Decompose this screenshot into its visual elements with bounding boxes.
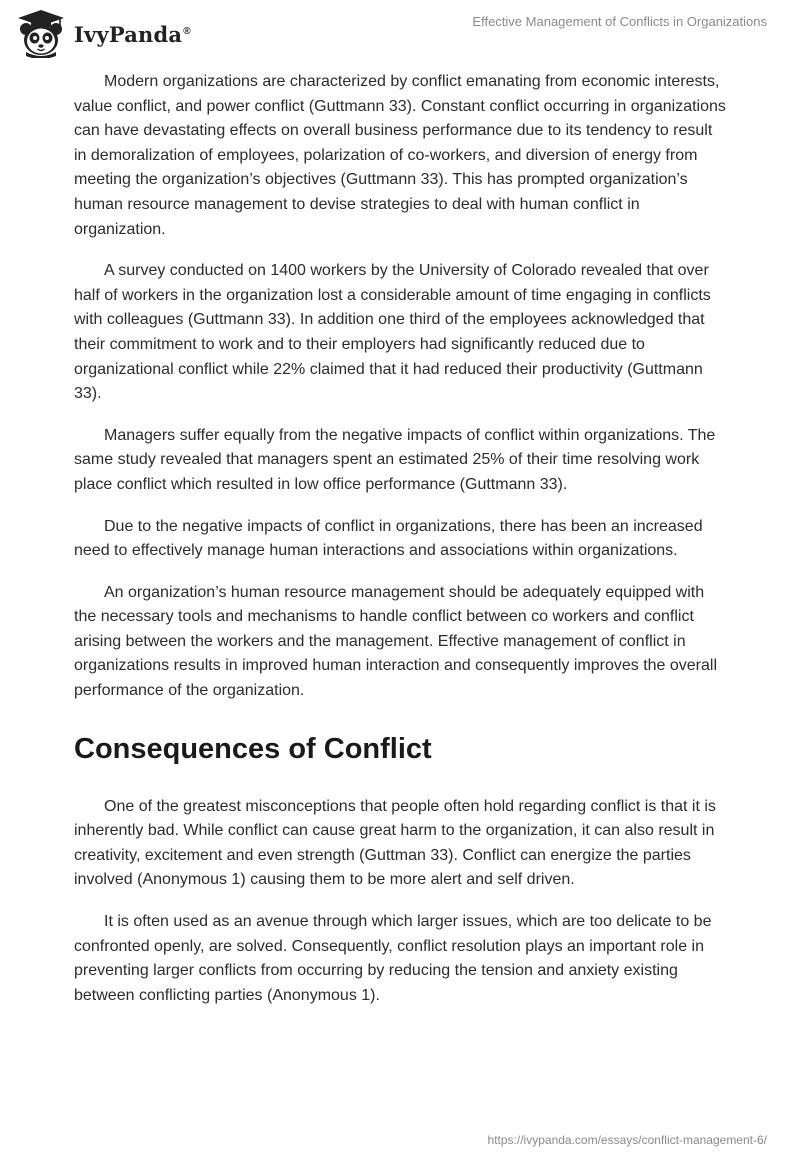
brand-name: IvyPanda® xyxy=(74,21,191,47)
page-header xyxy=(0,0,800,64)
source-url[interactable]: https://ivypanda.com/essays/conflict-management-6/ xyxy=(487,1133,767,1147)
paragraph: It is often used as an avenue through which larger issues, which are too delicate to be confronted openly, are solved. Consequently, conflict resolution plays an important role in preventing larger conflicts from occurring by reducing the tension and anxiety existing between conflicting parties (Anonymous 1). xyxy=(74,913,712,1004)
brand-logo[interactable] xyxy=(14,8,191,58)
essay-content xyxy=(74,70,726,1025)
paragraph: Modern organizations are characterized by conflict emanating from economic interests, value conflict, and power conflict (Guttmann 33). Constant conflict occurring in organizations can have devastating effects on overall business performance due to its tendency to result in demoralization of employees, polarization of co-workers, and diversion of energy from meeting the organization’s objectives (Guttmann 33). This has prompted organization’s human resource management to devise strategies to deal with human conflict in organization. xyxy=(74,73,726,238)
paragraph: Due to the negative impacts of conflict in organizations, there has been an increased need to effectively manage human interactions and associations within organizations. xyxy=(74,517,703,560)
document-title: Effective Management of Conflicts in Organizations xyxy=(472,14,767,29)
paragraph: A survey conducted on 1400 workers by the University of Colorado revealed that over half of workers in the organization lost a considerable amount of time engaging in conflicts with colleagues (Guttmann 33). In addition one third of the employees acknowledged that their commitment to work and to their employers had significantly reduced due to organizational conflict while 22% claimed that it had reduced their productivity (Guttmann 33). xyxy=(74,262,711,403)
panda-graduate-icon xyxy=(14,8,68,58)
paragraph: Managers suffer equally from the negative impacts of conflict within organizations. The same study revealed that managers spent an estimated 25% of their time resolving work place conflict which resulted in low office performance (Guttmann 33). xyxy=(74,426,716,493)
section-heading: Consequences of Conflict xyxy=(74,732,432,765)
paragraph: An organization’s human resource management should be adequately equipped with the necessary tools and mechanisms to handle conflict between co workers and conflict arising between the workers and the management. Effective management of conflict in organizations results in improved human interaction and consequently improves the overall performance of the organization. xyxy=(74,583,718,700)
paragraph: One of the greatest misconceptions that people often hold regarding conflict is that it is inherently bad. While conflict can cause great harm to the organization, it can also result in creativity, excitement and even strength (Guttman 33). Conflict can energize the parties involved (Anonymous 1) causing them to be more alert and self driven. xyxy=(74,797,716,889)
registered-mark: ® xyxy=(183,25,191,37)
